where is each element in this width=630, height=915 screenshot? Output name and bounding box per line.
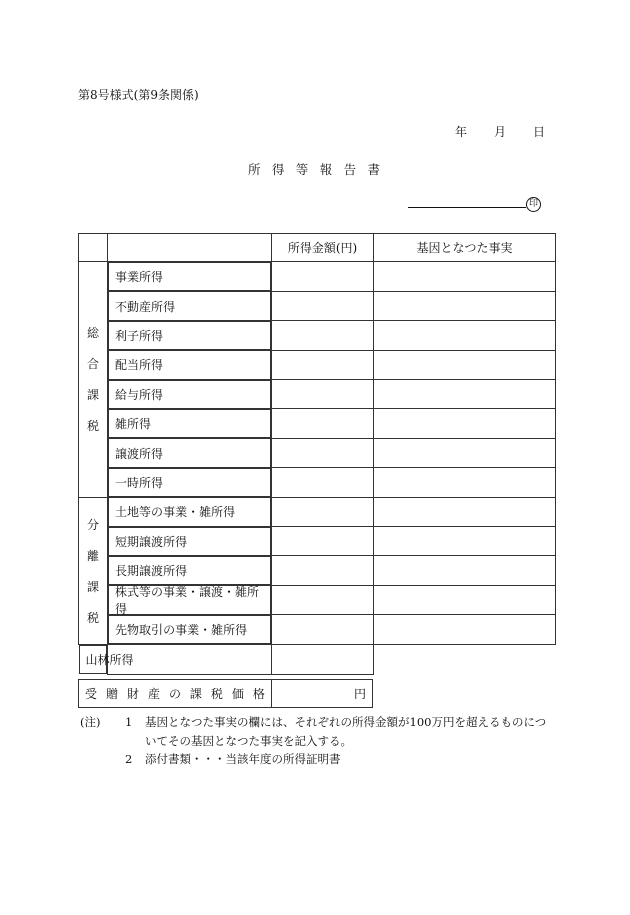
- income-table: [78, 233, 556, 675]
- document-title: [248, 160, 380, 178]
- label-char: 産: [147, 687, 160, 701]
- form-id: 第8号様式(第9条関係): [78, 88, 199, 102]
- fact-cell[interactable]: [374, 615, 556, 645]
- row-label: [108, 556, 271, 585]
- group-label-char: 総: [86, 326, 99, 341]
- label-char: 雑: [199, 505, 212, 520]
- table-header-row: [79, 234, 556, 262]
- fact-cell[interactable]: [374, 438, 556, 467]
- label-char: 所: [163, 564, 176, 579]
- label-char: 等: [139, 505, 152, 520]
- amount-cell[interactable]: [272, 497, 374, 526]
- label-char: 得: [151, 446, 164, 461]
- table-row: [79, 350, 556, 379]
- table-row: [79, 527, 556, 556]
- gift-tax-value-cell[interactable]: 円: [272, 680, 373, 708]
- group-label-char: 税: [86, 419, 99, 434]
- label-char: 得: [151, 358, 164, 373]
- label-char: 所: [223, 622, 236, 637]
- label-char: 引: [151, 622, 164, 637]
- label-char: 配: [115, 358, 128, 373]
- label-char: 業: [175, 505, 188, 520]
- notes-head: (注): [80, 715, 101, 729]
- label-char: 業: [127, 270, 140, 285]
- table-row: [79, 291, 556, 320]
- gift-tax-table: [78, 679, 373, 708]
- label-char: 給: [115, 387, 128, 402]
- row-label: [108, 262, 271, 291]
- label-char: 物: [127, 622, 140, 637]
- label-char: 所: [139, 475, 152, 490]
- label-char: 産: [139, 299, 152, 314]
- label-char: 期: [127, 534, 140, 549]
- note-number: 1: [125, 715, 133, 729]
- label-char: 所: [127, 417, 140, 432]
- label-char: 所: [139, 358, 152, 373]
- title-char: 報: [319, 162, 333, 177]
- row-label: [108, 438, 271, 467]
- label-char: 渡: [151, 564, 164, 579]
- label-char: 長: [115, 564, 128, 579]
- label-char: ・: [199, 622, 212, 637]
- label-char: 雑: [115, 417, 128, 432]
- title-char: 所: [248, 162, 261, 177]
- label-char: 譲: [139, 534, 152, 549]
- note-text: 添付書類・・・当該年度の所得証明書: [145, 752, 341, 766]
- row-label: [108, 321, 271, 350]
- fact-cell[interactable]: [374, 497, 556, 526]
- row-label: [108, 615, 271, 644]
- table-row: [79, 645, 556, 675]
- amount-cell[interactable]: [272, 615, 374, 645]
- table-row: [79, 497, 556, 526]
- row-label: [108, 468, 271, 497]
- label-char: 取: [139, 622, 152, 637]
- label-char: 所: [139, 446, 152, 461]
- title-char: 書: [367, 162, 380, 177]
- row-label: [108, 380, 271, 409]
- label-char: 林: [97, 653, 110, 668]
- header-fact: 基因となつた事実: [374, 234, 556, 262]
- fact-cell[interactable]: [374, 380, 556, 409]
- label-char: 得: [151, 270, 164, 285]
- label-char: 得: [175, 534, 188, 549]
- table-row: [79, 468, 556, 497]
- date-day: 日: [532, 125, 545, 139]
- header-empty-cell: [108, 234, 272, 262]
- label-char: 利: [115, 328, 128, 343]
- label-char: 動: [127, 299, 140, 314]
- label-char: 短: [115, 534, 128, 549]
- label-char: 渡: [151, 534, 164, 549]
- label-char: ・: [187, 505, 200, 520]
- fact-cell[interactable]: [374, 585, 556, 614]
- name-signature-line[interactable]: [408, 195, 526, 208]
- fact-cell[interactable]: [374, 321, 556, 350]
- row-label: [108, 527, 271, 556]
- header-amount: 所得金額(円): [272, 234, 374, 262]
- label-char: 当: [127, 358, 140, 373]
- seal-mark: 印: [526, 197, 541, 212]
- gift-tax-label: [79, 680, 272, 708]
- label-char: 所: [139, 328, 152, 343]
- label-char: 事: [175, 622, 188, 637]
- header-empty-cell: [79, 234, 108, 262]
- label-char: 受: [85, 687, 98, 701]
- amount-cell[interactable]: [272, 321, 374, 350]
- row-label: [108, 497, 271, 526]
- amount-cell[interactable]: [272, 527, 374, 556]
- fact-cell[interactable]: [374, 527, 556, 556]
- label-char: 時: [127, 475, 140, 490]
- table-row: [79, 615, 556, 645]
- label-char: 渡: [127, 446, 140, 461]
- label-char: 財: [126, 687, 139, 701]
- table-row: [79, 680, 373, 708]
- label-char: 格: [252, 687, 265, 701]
- group-label-char: 課: [86, 579, 99, 594]
- label-char: 期: [127, 564, 140, 579]
- fact-cell[interactable]: [374, 262, 556, 292]
- note-text-continued: いてその基因となつた事実を記入する。: [145, 733, 352, 748]
- label-char: 山: [85, 653, 98, 668]
- label-char: の: [163, 622, 176, 637]
- notes: [80, 713, 565, 769]
- label-char: 所: [151, 299, 164, 314]
- label-char: 価: [231, 687, 244, 701]
- title-char: 告: [343, 162, 357, 177]
- fact-cell[interactable]: [374, 350, 556, 379]
- fact-cell[interactable]: [374, 556, 556, 585]
- table-row: [79, 409, 556, 438]
- label-char: 所: [139, 270, 152, 285]
- label-char: 税: [210, 687, 223, 701]
- label-char: 所: [109, 653, 122, 668]
- label-char: 課: [189, 687, 202, 701]
- amount-cell[interactable]: [272, 438, 374, 467]
- label-char: 不: [115, 299, 128, 314]
- note-number: 2: [125, 752, 133, 766]
- label-char: の: [168, 687, 181, 701]
- amount-cell[interactable]: [272, 262, 374, 292]
- label-char: 得: [151, 328, 164, 343]
- label-char: 得: [139, 417, 152, 432]
- date-line: [455, 123, 545, 140]
- table-row: [79, 438, 556, 467]
- label-char: 得: [223, 505, 236, 520]
- amount-cell[interactable]: [272, 409, 374, 438]
- group-label-char: 合: [86, 357, 99, 372]
- table-row: [79, 585, 556, 614]
- label-char: 子: [127, 328, 140, 343]
- label-char: 雑: [211, 622, 224, 637]
- table-row: [79, 556, 556, 585]
- label-char: の: [151, 505, 164, 520]
- label-char: 地: [127, 505, 140, 520]
- group-label: [79, 497, 108, 644]
- table-row: [79, 262, 556, 292]
- group-label-char: 分: [86, 517, 99, 532]
- date-month: 月: [493, 125, 506, 139]
- amount-cell[interactable]: [272, 556, 374, 585]
- group-label-char: 課: [86, 388, 99, 403]
- amount-cell[interactable]: [272, 291, 374, 320]
- note-text: 基因となつた事実の欄には、それぞれの所得金額が100万円を超えるものにつ: [145, 715, 547, 729]
- label-char: 得: [175, 564, 188, 579]
- amount-cell[interactable]: [272, 585, 374, 614]
- fact-cell[interactable]: [272, 645, 374, 675]
- amount-cell[interactable]: [272, 380, 374, 409]
- row-label: [108, 350, 271, 379]
- label-char: 事: [115, 270, 128, 285]
- label-char: 得: [151, 475, 164, 490]
- label-char: 事: [163, 505, 176, 520]
- row-label-mountain: [79, 645, 134, 674]
- label-char: 所: [139, 387, 152, 402]
- group-label-char: 離: [86, 548, 99, 563]
- title-char: 得: [271, 162, 285, 177]
- label-char: 得: [121, 653, 134, 668]
- label-char: 譲: [139, 564, 152, 579]
- label-char: 先: [115, 622, 128, 637]
- label-char: 所: [163, 534, 176, 549]
- group-label: [79, 262, 108, 498]
- fact-cell[interactable]: [374, 409, 556, 438]
- label-char: 株式等の事業・譲渡・雑所得: [115, 585, 260, 616]
- title-char: 等: [295, 162, 309, 177]
- label-char: 得: [151, 387, 164, 402]
- fact-cell[interactable]: [374, 291, 556, 320]
- row-label: [108, 409, 271, 438]
- table-row: [79, 380, 556, 409]
- amount-cell[interactable]: [272, 350, 374, 379]
- label-char: 得: [235, 622, 248, 637]
- fact-cell[interactable]: [374, 468, 556, 497]
- row-label: [108, 585, 271, 614]
- group-label-char: 税: [86, 610, 99, 625]
- row-label: [108, 291, 271, 320]
- label-char: 業: [187, 622, 200, 637]
- label-char: 土: [115, 505, 128, 520]
- label-char: 一: [115, 475, 128, 490]
- table-row: [79, 321, 556, 350]
- date-year: 年: [455, 125, 468, 139]
- amount-cell[interactable]: [272, 468, 374, 497]
- label-char: 贈: [105, 687, 118, 701]
- label-char: 与: [127, 387, 140, 402]
- label-char: 譲: [115, 446, 128, 461]
- label-char: 得: [163, 299, 176, 314]
- label-char: 所: [211, 505, 224, 520]
